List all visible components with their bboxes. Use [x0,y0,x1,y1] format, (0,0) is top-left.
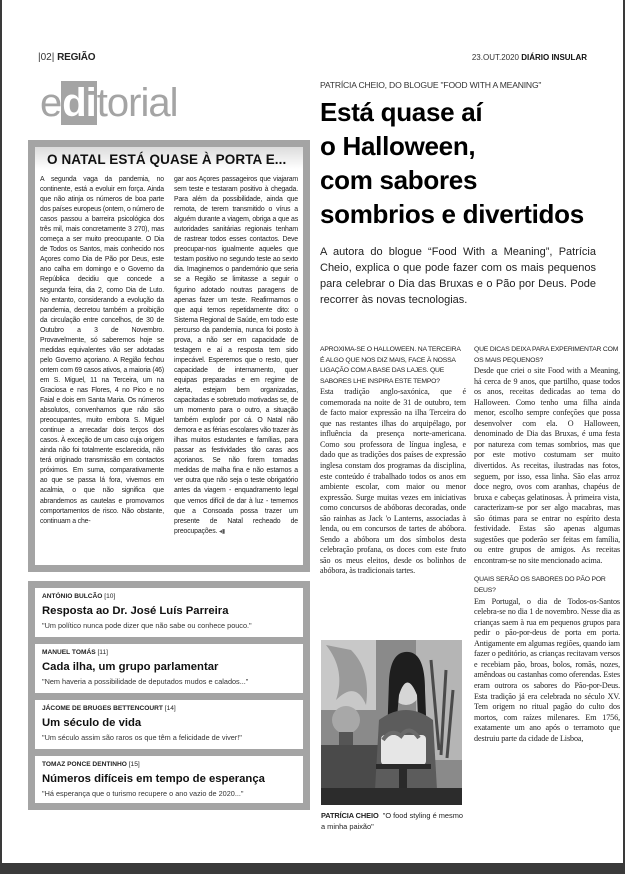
spacer [474,566,620,575]
section-name: REGIÃO [57,52,96,63]
headline-line: com sabores [320,165,478,195]
opinion-page-ref: [11] [97,649,108,656]
opinion-author: JÁCOME DE BRUGES BETTENCOURT [42,705,163,712]
newspaper-page [2,0,623,863]
editorial-label-prefix: e [40,81,62,125]
opinion-author-line [42,761,140,768]
publication-date: 23.OUT.2020 [471,53,519,62]
photo-caption [321,810,463,832]
portrait-photo [321,640,462,805]
opinion-box [28,581,310,810]
caption-quote: "O food styling é mesmo a minha paixão" [321,811,463,831]
editorial-content [35,147,303,565]
headline-line: sombrios e divertidos [320,199,584,229]
editorial-columns [40,175,298,537]
opinion-item[interactable] [35,644,303,693]
article-column-2 [474,345,620,744]
opinion-author: ANTÓNIO BULCÃO [42,593,103,600]
opinion-item[interactable] [35,588,303,637]
opinion-author-line [42,649,108,656]
opinion-page-ref: [15] [128,761,140,768]
interview-question: APROXIMA-SE O HALLOWEEN. NA TERCEIRA É ALGO QUE NOS DIZ MAIS, FACE À NOSSA LIGAÇÃO COM A BASE DAS LAJES. QUE SABORES LHE INSPIRA ESTE TEMPO? [320,346,461,385]
editorial-column-1: A segunda vaga da pandemia, no continente, está a evoluir em força. Ainda que não atinja os números de boa parte dos países europeus (ontem, o número de casos passou a barreira psicológica dos três mil, mais concretamente 3 270), mas começa a ser muito preocupante. O Dia de Todos os Santos, mais conhecido nos Açores como Dia de Pão por Deus, este ano calha em domingo e o Governo da República decidiu que concede a segunda feira, dia 2, como Dia de Luto. No entanto, considerando a evolução da pandemia, decretou também a proibição da circulação entre concelhos, de 30 de Outubro a 3 de Novembro. Provavelmente, só saberemos hoje se medidas equivalentes vão ser adotadas pelo Governo açoriano. A Região fechou ontem com 69 casos ativos, a maioria (46) em S. Miguel, 11 na Terceira, um na Graciosa e nas Flores, 4 no Pico e no Faial e dois em Santa Maria. Os números absolutos, convenhamos que não são preocupantes, muito embora S. Miguel continue a arrecadar dois terços dos casos. À exceção de um caso cuja origem ainda não foi totalmente esclarecida, não terá originado transmissão em contactos próximos. Em suma, comparativamente ao que se passa lá fora, vivemos em acalmia, o que não significa que abrandemos as cautelas e promovamos comportamentos de risco. Não obstante, continuam a che- [40,176,165,525]
opinion-title: Resposta ao Dr. José Luís Parreira [42,605,229,617]
interview-question: QUE DICAS DEIXA PARA EXPERIMENTAR COM OS MAIS PEQUENOS? [474,346,619,364]
publication-header [472,53,587,62]
headline-line: Está quase aí [320,97,483,127]
opinion-author: TOMAZ PONCE DENTINHO [42,761,127,768]
caption-name: PATRÍCIA CHEIO [321,811,379,820]
editorial-box [28,140,310,572]
publication-name: DIÁRIO INSULAR [521,53,587,62]
article-lead: A autora do blogue “Food With a Meaning”, Patrícia Cheio, explica o que pode fazer com os mais pequenos para celebrar o Dia das Bruxas e o Pão por Deus. Pode recorrer às novas tecnologias. [320,246,596,306]
opinion-author-line [42,705,176,712]
opinion-item[interactable] [35,756,303,803]
portrait-image-icon [321,640,462,805]
article-kicker: PATRÍCIA CHEIO, DO BLOGUE "FOOD WITH A MEANING" [320,80,542,90]
page-section-header [38,52,95,63]
opinion-title: Um século de vida [42,717,142,729]
opinion-page-ref: [14] [164,705,176,712]
end-mark-icon: ◂▮ [219,528,226,535]
headline-line: o Halloween, [320,131,476,161]
article-headline [320,95,584,231]
opinion-title: Cada ilha, um grupo parlamentar [42,661,219,673]
editorial-label-suffix: torial [96,81,178,125]
page-number: |02| [38,52,55,63]
editorial-headline: O NATAL ESTÁ QUASE À PORTA E... [47,152,287,167]
opinion-quote: "Nem haveria a possibilidade de deputados mudos e calados..." [42,677,249,686]
opinion-quote: "Há esperança que o turismo recupere o ano vazio de 2020..." [42,789,244,798]
interview-answer: Esta tradição anglo-saxónica, que é comemorada na noite de 31 de outubro, tem de facto maior expressão na ilha Terceira do que nas restantes ilhas do arquipélago, por influência da presença norte-americana. Como sou professora de língua inglesa, e dado que as tradições dos países de expressão inglesa constam dos programas da disciplina, este conteúdo é trabalhado todos os anos em ambiente escolar, com maior ou menor expressão. Surge muitas vezes em iniciativas como concursos de abóboras decoradas, onde são rainhas as Jack 'o Lanterns, associadas à lenda, ou em concursos de tartes de abóbora. Sendo a abóbora um dos símbolos desta celebração profana, os doces com este fruto são os meus eleitos, desde os bolinhos de abóbora, às tradicionais tartes. [320,387,466,576]
article-column-1 [320,345,466,577]
interview-answer: Em Portugal, o dia de Todos-os-Santos celebra-se no dia 1 de novembro. Nesse dia as crianças saem à rua em pequenos grupos para pedir o pão-por-deus de porta em porta. Antigamente em algumas regiões, quando iam fazer o peditório, as crianças recitavam versos e recebiam pão, broas, bolos, romãs, nozes, amêndoas ou castanhas como oferendas. Estes eram outrora os sabores do Pão-por-Deus. Esta tradição já era celebrada no século XV. Tem origem no ritual pagão do culto dos mortos, com raízes milenares. Em 1756, exatamente um ano após o terramoto que destruiu parte da cidade de Lisboa, [474,596,620,743]
opinion-item[interactable] [35,700,303,749]
opinion-author: MANUEL TOMÁS [42,649,96,656]
editorial-label [40,83,178,123]
opinion-title: Números difíceis em tempo de esperança [42,773,265,785]
interview-answer: Desde que criei o site Food with a Meaning, há cerca de 9 anos, que partilho, quase todos os anos, receitas dedicadas ao tema do Halloween. Como tenho uma filha ainda menor, escolho sempre confeções que possa desenvolver com ela. O Halloween, denominado de Dia das Bruxas, é uma festa por natureza com temas sombrios, mas que por este motivo costumam ser muito divertidos. As receitas, ilustradas nas fotos, seguem, por isso, essa linha. São elas arroz doce negro, ovos com aranhas, chapéus de bruxa e cabeças gelatinosas. À primeira vista, caracterizam-se por ser algo macabras, mas são ótimas para se entrar no espírito desta festividade. Estas são apenas algumas sugestões que poderão ser feitas em família, ou entre grupos de amigos. As receitas encontram-se no site mencionado acima. [474,366,620,565]
editorial-column-2-text: gar aos Açores passageiros que viajaram sem teste e testaram positivo à chegada. Para além da possibilidade, ainda que remota, de terem transmitido o vírus a alguém durante a viagem, obriga a que as autoridades sanitárias regionais tenham de rastrear todos esses contactos. Deve preocupar-nos igualmente aqueles que testam positivo no segundo teste ao sexto dia. Imaginemos o pandemónio que seria se a Região se limitasse a seguir o figurino adotado noutras paragens de apenas fazer um teste. Reafirmamos o que aqui temos repetidamente dito: o Sistema Regional de Saúde, em todo este percurso da pandemia, nunca foi posto à prova, a não ser em capacidade de testagem e aí a resposta tem sido impecável. Esperemos que o resto, quer capacidade de internamento, quer equipas preparadas e em regime de alerta, estejam bem organizadas, capacitadas e sobretudo motivadas se, de um momento para o outro, a situação também explodir por cá. O Natal não demora e as férias escolares vão trazer às ilhas muitos estudantes e famílias, para passar as festividades tão caras aos açorianos. Se não forem tomadas medidas de malha fina e não estamos a ver outra que não seja o teste obrigatório antes da viagem - enquadramento legal que vemos difícil de dar à luz - tememos que a Consoada possa trazer um presente de Natal recheado de preocupações. [174,176,298,535]
opinion-author-line [42,593,115,600]
editorial-headline-bar [35,147,303,169]
editorial-label-highlight: di [62,81,96,125]
opinion-quote: "Um político nunca pode dizer que não sabe ou conhece pouco." [42,621,252,630]
opinion-quote: "Um século assim são raros os que têm a felicidade de viver!" [42,733,242,742]
opinion-page-ref: [10] [104,593,116,600]
editorial-column-2 [174,175,298,537]
interview-question: QUAIS SERÃO OS SABORES DO PÃO POR DEUS? [474,576,606,595]
